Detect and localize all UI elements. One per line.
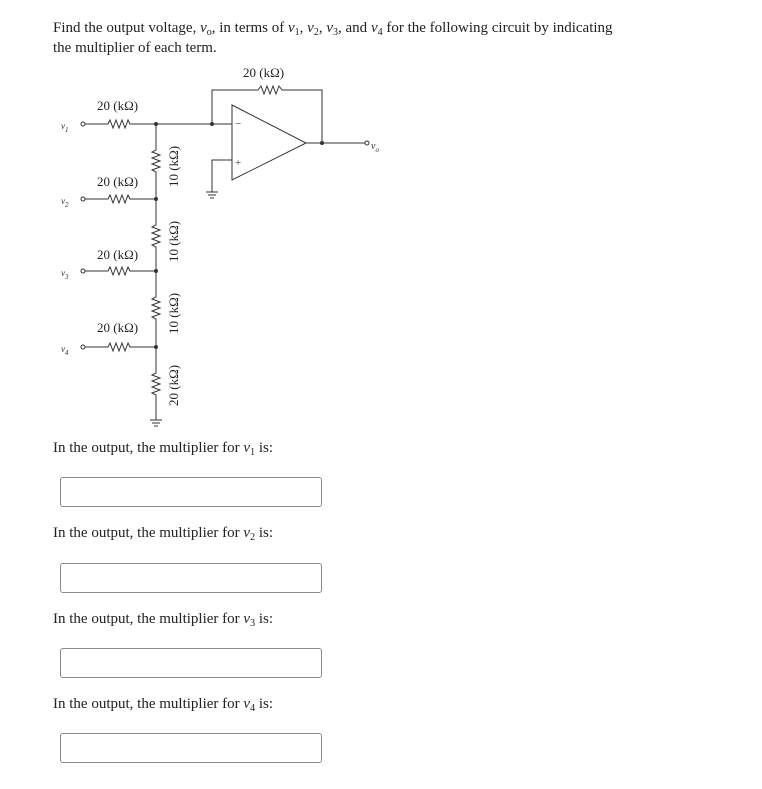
input-branch-2 [61, 174, 156, 209]
ladder-resistor-1 [152, 124, 160, 199]
input-label-4: $v_4$ [61, 344, 69, 357]
answer-input-v4[interactable] [60, 733, 322, 763]
ladder-ground-icon [150, 420, 162, 426]
input-branch-1 [61, 98, 156, 134]
input-label-1: $v_1$ [61, 121, 69, 134]
ladder-resistor-4 [152, 347, 160, 420]
input-branch-3 [61, 247, 156, 281]
opamp-ground-icon [206, 192, 218, 198]
ladder-resistor-3 [152, 271, 160, 347]
input-resistor-label-1: 20 (kΩ) [97, 98, 139, 113]
ladder-resistor-label-4: 20 (kΩ) [166, 364, 181, 406]
op-amp [232, 105, 306, 180]
output-label: $v_o$ [371, 141, 379, 154]
answer-input-v2[interactable] [60, 563, 322, 593]
prompt-v3: In the output, the multiplier for $v_3$ is: [53, 611, 273, 629]
input-label-3: $v_3$ [61, 268, 69, 281]
prompt-v2: In the output, the multiplier for $v_2$ is: [53, 525, 273, 543]
input-label-2: $v_2$ [61, 196, 69, 209]
ladder-resistor-2 [152, 199, 160, 271]
question-text: Find the output voltage, $v_o$, in terms of $v_1$, $v_2$, $v_3$, and $v_4$ for the following circuit by indicating the multiplier of each term. [53, 20, 613, 56]
plus-sign: + [235, 157, 242, 169]
feedback-resistor-label: 20 (kΩ) [243, 65, 285, 80]
minus-sign: − [235, 118, 242, 130]
answer-input-v3[interactable] [60, 648, 322, 678]
prompt-v1: In the output, the multiplier for $v_1$ is: [53, 440, 273, 458]
input-branch-4 [61, 320, 156, 357]
ladder-resistor-label-1: 10 (kΩ) [166, 145, 181, 187]
prompt-v4: In the output, the multiplier for $v_4$ is: [53, 696, 273, 714]
ladder-resistor-label-3: 10 (kΩ) [166, 292, 181, 334]
input-resistor-label-3: 20 (kΩ) [97, 247, 139, 262]
input-resistor-label-2: 20 (kΩ) [97, 174, 139, 189]
ladder-resistor-label-2: 10 (kΩ) [166, 220, 181, 262]
answer-input-v1[interactable] [60, 477, 322, 507]
input-resistor-label-4: 20 (kΩ) [97, 320, 139, 335]
